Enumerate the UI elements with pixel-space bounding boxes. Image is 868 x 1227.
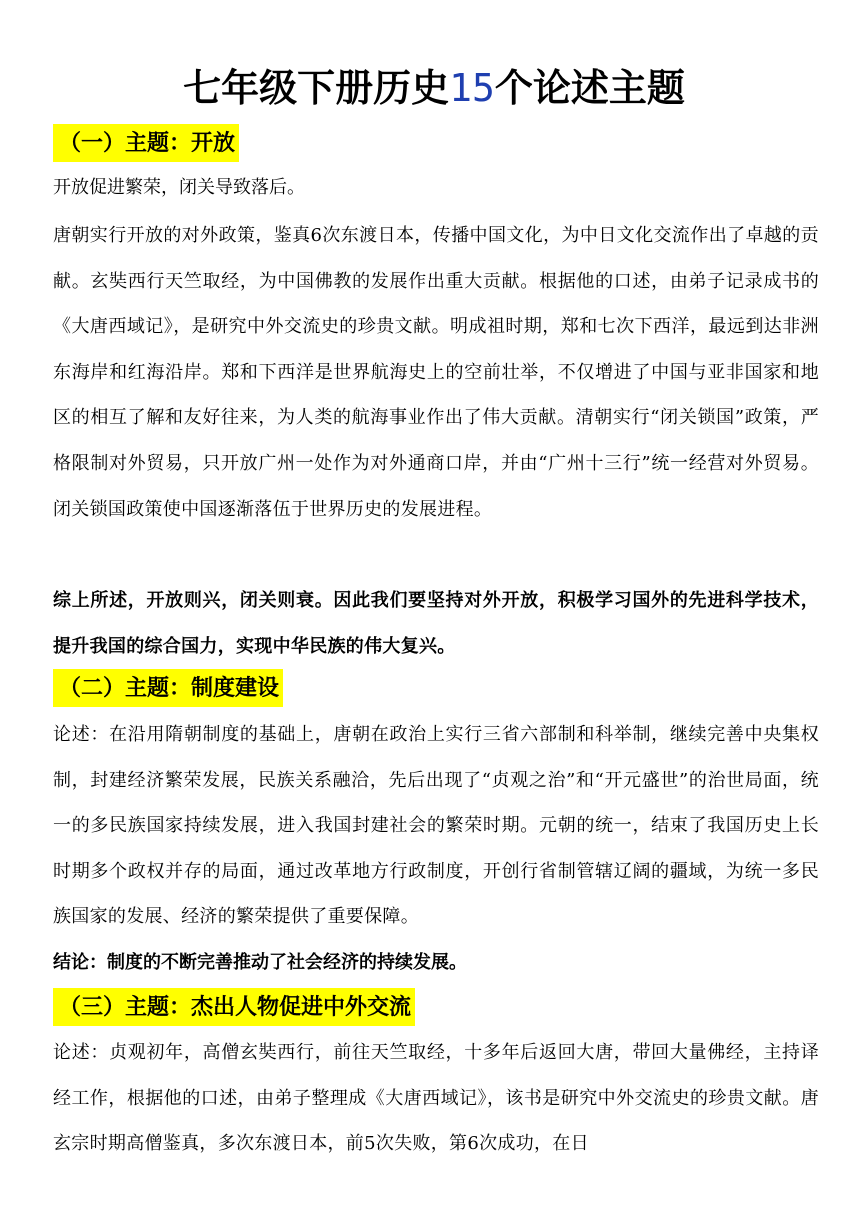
section-1-conclusion: 综上所述，开放则兴，闭关则衰。因此我们要坚持对外开放，积极学习国外的先进科学技术，提升我国的综合国力，实现中华民族的伟大复兴。 <box>53 590 819 657</box>
section-2-body: 论述：在沿用隋朝制度的基础上，唐朝在政治上实行三省六部制和科举制，继续完善中央集权制，封建经济繁荣发展，民族关系融洽，先后出现了“贞观之治”和“开元盛世”的治世局面，统一的多民族国家持续发展，进入我国封建社会的繁荣时期。元朝的统一，结束了我国历史上长时期多个政权并存的局面，通过改革地方行政制度，开创行省制管辖辽阔的疆域，为统一多民族国家的发展、经济的繁荣提供了重要保障。 <box>53 724 819 928</box>
title-prefix: 七年级下册历史 <box>183 65 450 110</box>
section-1-body: 唐朝实行开放的对外政策，鉴真6次东渡日本，传播中国文化，为中日文化交流作出了卓越的贡献。玄奘西行天竺取经，为中国佛教的发展作出重大贡献。根据他的口述，由弟子记录成书的《大唐西域记》，是研究中外交流史的珍贵文献。明成祖时期，郑和七次下西洋，最远到达非洲东海岸和红海沿岸。郑和下西洋是世界航海史上的空前壮举，不仅增进了中国与亚非国家和地区的相互了解和友好往来，为人类的航海事业作出了伟大贡献。清朝实行“闭关锁国”政策，严格限制对外贸易，只开放广州一处作为对外通商口岸，并由“广州十三行”统一经营对外贸易。闭关锁国政策使中国逐渐落伍于世界历史的发展进程。 <box>53 225 819 520</box>
section-2-conclusion: 结论：制度的不断完善推动了社会经济的持续发展。 <box>53 952 467 973</box>
title-number: 15 <box>449 66 495 110</box>
section-1-intro: 开放促进繁荣，闭关导致落后。 <box>53 177 305 198</box>
title-suffix: 个论述主题 <box>494 65 685 110</box>
section-2-heading: （二）主题：制度建设 <box>53 669 283 707</box>
section-1-heading: （一）主题：开放 <box>53 124 239 162</box>
section-3-body: 论述：贞观初年，高僧玄奘西行，前往天竺取经，十多年后返回大唐，带回大量佛经，主持译经工作，根据他的口述，由弟子整理成《大唐西域记》，该书是研究中外交流史的珍贵文献。唐玄宗时期高僧鉴真，多次东渡日本，前5次失败，第6次成功，在日 <box>53 1042 819 1155</box>
document-title <box>0 60 868 116</box>
section-3-heading: （三）主题：杰出人物促进中外交流 <box>53 988 415 1026</box>
